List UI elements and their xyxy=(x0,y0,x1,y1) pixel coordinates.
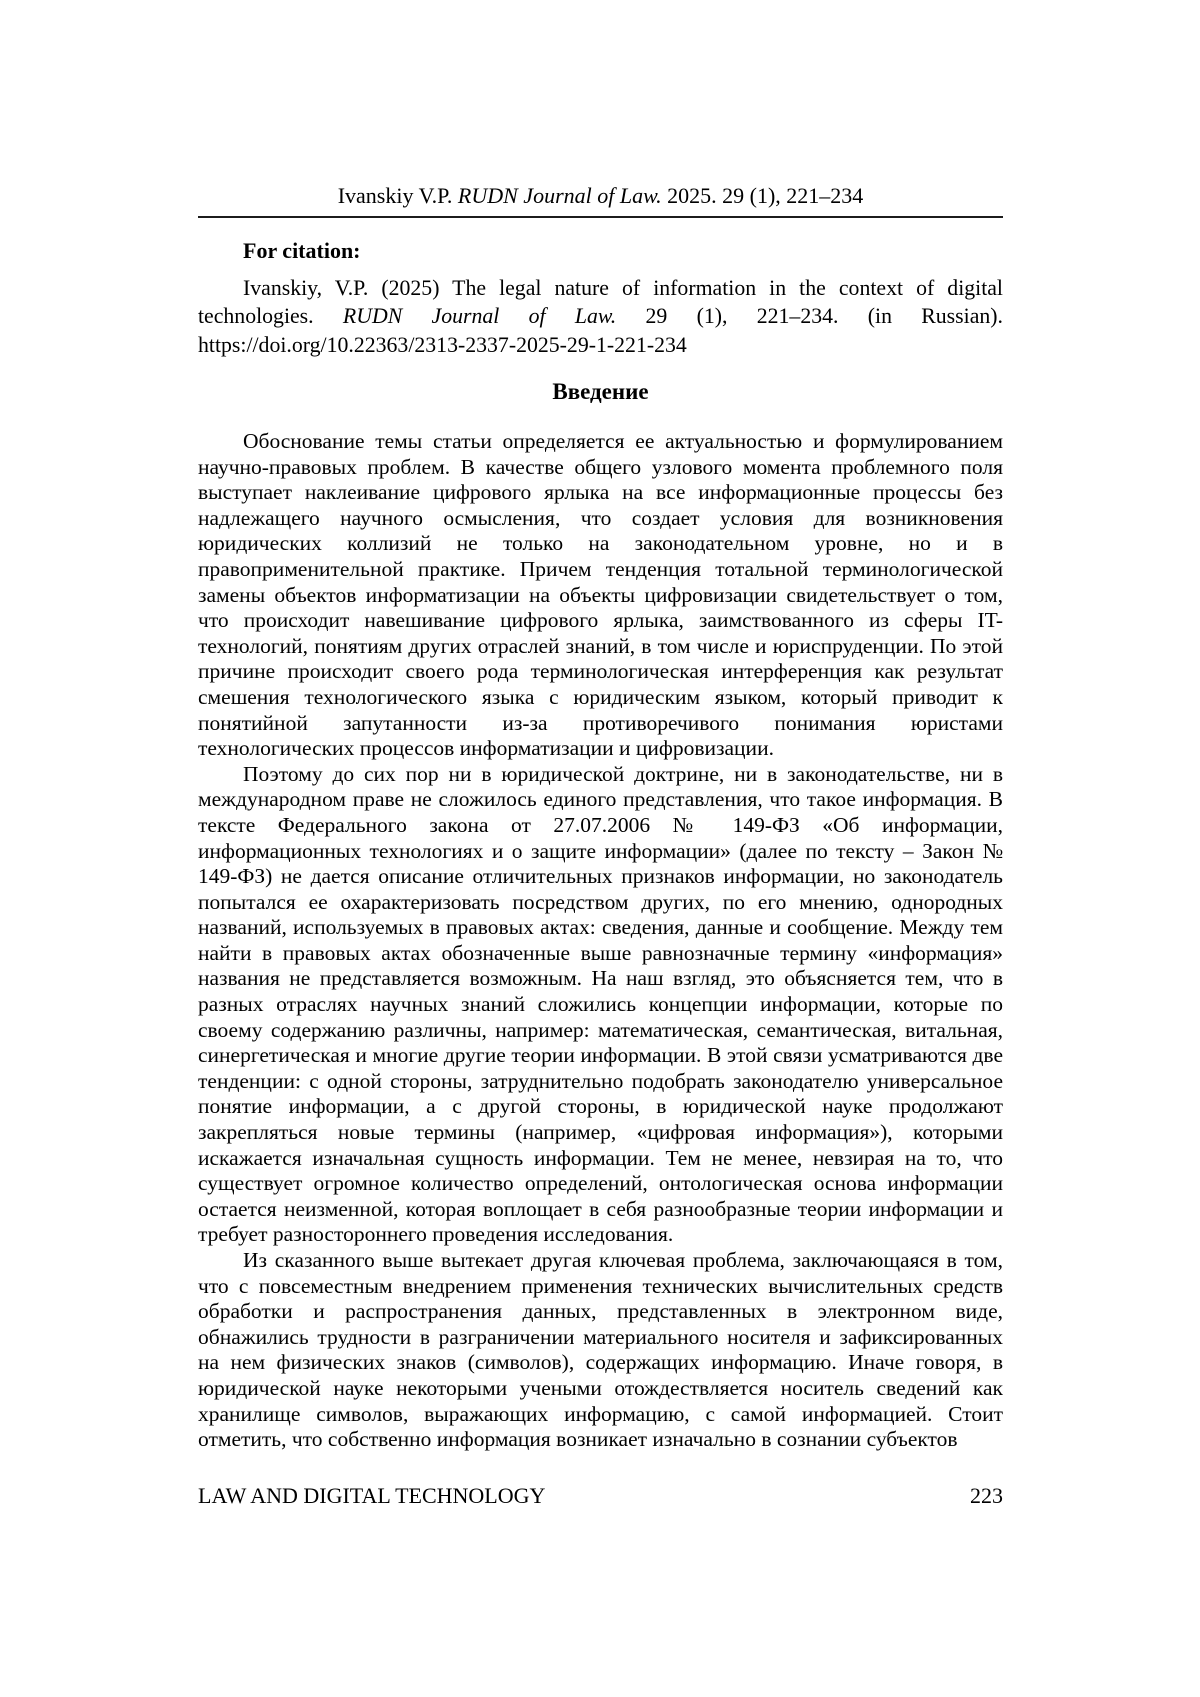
citation-doi: 29 (1), 221–234. (in Russian). https://doi.org/10.22363/2313-2337-2025-29-1-221-234 xyxy=(198,304,1003,357)
footer-section-title: LAW AND DIGITAL TECHNOLOGY xyxy=(198,1483,546,1508)
article-body xyxy=(198,429,1003,1453)
body-paragraph-2: Поэтому до сих пор ни в юридической доктрине, ни в законодательстве, ни в международном праве не сложилось единого представления, что такое информация. В тексте Федерального закона от 27.07.2006 № 149-ФЗ «Об информации, информационных технологиях и о защите информации» (далее по тексту – Закон № 149-ФЗ) не дается описание отличительных признаков информации, но законодатель попытался ее охарактеризовать посредством других, по его мнению, однородных названий, используемых в правовых актах: сведения, данные и сообщение. Между тем найти в правовых актах обозначенные выше равнозначные термину «информация» названия не представляется возможным. На наш взгляд, это объясняется тем, что в разных отраслях научных знаний сложились концепции информации, которые по своему содержанию различны, например: математическая, семантическая, витальная, синергетическая и многие другие теории информации. В этой связи усматриваются две тенденции: с одной стороны, затруднительно подобрать законодателю универсальное понятие информации, а с другой стороны, в юридической науке продолжают закрепляться новые термины (например, «цифровая информация»), которыми искажается изначальная сущность информации. Тем не менее, невзирая на то, что существует огромное количество определений, онтологическая основа информации остается неизменной, которая воплощает в себя разнообразные теории информации и требует разностороннего проведения исследования. xyxy=(198,761,1003,1247)
section-heading: Введение xyxy=(552,379,649,404)
body-paragraph-1: Обоснование темы статьи определяется ее актуальностью и формулированием научно-правовых проблем. В качестве общего узлового момента проблемного поля выступает наклеивание цифрового ярлыка на все информационные процессы без надлежащего научного осмысления, что создает условия для возникновения юридических коллизий не только на законодательном уровне, но и в правоприменительной практике. Причем тенденция тотальной терминологической замены объектов информатизации на объекты цифровизации свидетельствует о том, что происходит навешивание цифрового ярлыка, заимствованного из сферы IT-технологий, понятиям других отраслей знаний, в том числе и юриспруденции. По этой причине происходит своего рода терминологическая интерференция как результат смешения технологического языка с юридическим языком, который приводит к понятийной запутанности из-за противоречивого понимания юристами технологических процессов информатизации и цифровизации. xyxy=(198,429,1003,761)
for-citation-label: For citation: xyxy=(243,238,361,263)
running-header-issue: 2025. 29 (1), 221–234 xyxy=(661,183,864,208)
running-header-author: Ivanskiy V.P. xyxy=(337,183,458,208)
body-paragraph-3: Из сказанного выше вытекает другая ключевая проблема, заключающаяся в том, что с повсеместным внедрением применения технических вычислительных средств обработки и распространения данных, представленных в электронном виде, обнажились трудности в разграничении материального носителя и зафиксированных на нем физических знаков (символов), содержащих информацию. Иначе говоря, в юридической науке некоторыми учеными отождествляется носитель сведений как хранилище символов, выражающих информацию, с самой информацией. Стоит отметить, что собственно информация возникает изначально в сознании субъектов xyxy=(198,1248,1003,1452)
citation-paragraph xyxy=(198,274,1003,359)
header-divider xyxy=(198,216,1003,218)
running-header-journal: RUDN Journal of Law. xyxy=(457,183,662,208)
running-header xyxy=(198,184,1003,208)
citation-journal: RUDN Journal of Law. xyxy=(342,304,617,329)
page-number: 223 xyxy=(970,1483,1003,1508)
citation-text: Ivanskiy, V.P. (2025) The legal nature of information in the context of digital technologies. xyxy=(198,276,1003,329)
page-footer xyxy=(198,1483,1003,1509)
